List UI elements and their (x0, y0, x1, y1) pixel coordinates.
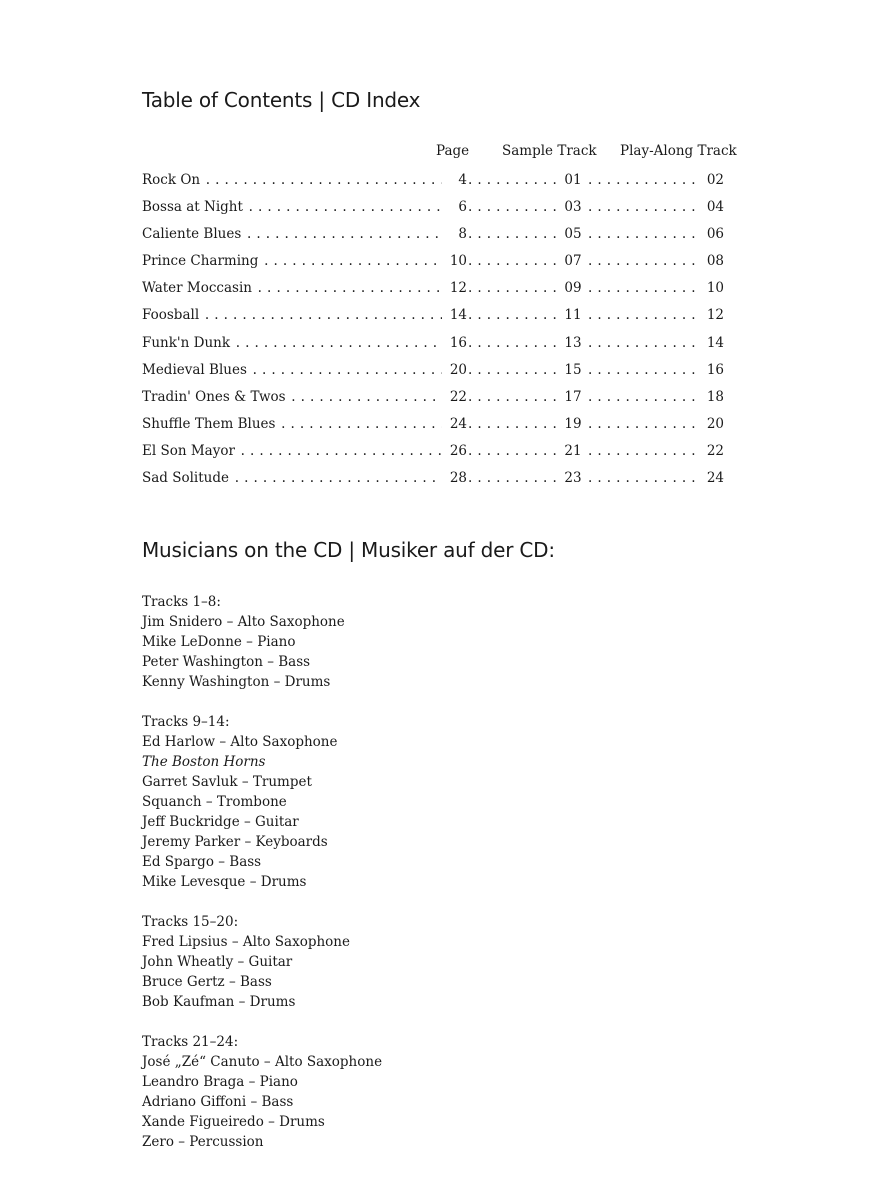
sample-track-number: 15 (562, 361, 584, 379)
musician-line: Zero – Percussion (142, 1134, 264, 1150)
sample-track-number: 23 (562, 469, 584, 487)
song-title: Foosball (142, 307, 200, 324)
toc-leader (588, 171, 698, 189)
toc-leader (588, 442, 698, 460)
play-along-track-number: 20 (702, 415, 724, 433)
sample-track-number: 11 (562, 306, 584, 324)
toc-row (142, 334, 725, 361)
toc-row (142, 306, 725, 333)
musician-line: Mike LeDonne – Piano (142, 634, 296, 650)
musician-line: Peter Washington – Bass (142, 654, 311, 670)
musician-line: John Wheatly – Guitar (142, 954, 293, 970)
toc-leader (142, 388, 442, 406)
toc-leader (142, 198, 442, 216)
toc-row (142, 171, 725, 198)
toc-leader (142, 334, 442, 352)
toc-leader (588, 252, 698, 270)
song-title: Medieval Blues (142, 361, 247, 378)
toc-leader (142, 225, 442, 243)
track-group (142, 712, 382, 892)
sample-track-number: 13 (562, 334, 584, 352)
toc-row (142, 469, 725, 496)
musician-line: Ed Spargo – Bass (142, 854, 262, 870)
toc-leader (588, 198, 698, 216)
musician-line: Jeremy Parker – Keyboards (142, 834, 328, 850)
play-along-track-number: 08 (702, 252, 724, 270)
musician-line: Jim Snidero – Alto Saxophone (142, 614, 345, 630)
toc-leader (588, 306, 698, 324)
track-group (142, 912, 382, 1012)
track-range-heading: Tracks 9–14: (142, 714, 230, 730)
sample-track-number: 03 (562, 198, 584, 216)
toc-row (142, 279, 725, 306)
song-title: Tradin' Ones & Twos (142, 388, 286, 405)
song-title: Water Moccasin (142, 280, 252, 297)
toc-row (142, 198, 725, 225)
toc-row (142, 415, 725, 442)
song-title: Funk'n Dunk (142, 334, 231, 351)
musician-line: José „Zé“ Canuto – Alto Saxophone (142, 1054, 383, 1070)
play-along-track-number: 16 (702, 361, 724, 379)
toc-row (142, 252, 725, 279)
song-title: Prince Charming (142, 253, 259, 270)
toc-leader (142, 361, 442, 379)
toc-title: Table of Contents | CD Index (142, 88, 421, 112)
toc-leader (588, 415, 698, 433)
musician-line: Xande Figueiredo – Drums (142, 1114, 325, 1130)
toc-leader (588, 469, 698, 487)
page-number: 22 (442, 388, 467, 406)
sample-track-number: 07 (562, 252, 584, 270)
page-number: 14 (442, 306, 467, 324)
sample-track-number: 01 (562, 171, 584, 189)
toc-leader (588, 279, 698, 297)
sample-track-number: 05 (562, 225, 584, 243)
track-group (142, 1032, 382, 1152)
toc-leader (142, 252, 442, 270)
musicians-title: Musicians on the CD | Musiker auf der CD: (142, 538, 555, 562)
play-along-track-number: 22 (702, 442, 724, 460)
toc-leader (588, 334, 698, 352)
toc-leader (588, 388, 698, 406)
toc-leader (142, 469, 442, 487)
toc-leader (142, 415, 442, 433)
musician-line: Garret Savluk – Trumpet (142, 774, 312, 790)
song-title: Caliente Blues (142, 226, 242, 243)
musician-line: Adriano Giffoni – Bass (142, 1094, 294, 1110)
page-number: 28 (442, 469, 467, 487)
page-number: 12 (442, 279, 467, 297)
sample-track-number: 21 (562, 442, 584, 460)
sample-track-number: 09 (562, 279, 584, 297)
page-number: 10 (442, 252, 467, 270)
play-along-track-number: 24 (702, 469, 724, 487)
toc-leader (588, 361, 698, 379)
musician-line: Bruce Gertz – Bass (142, 974, 272, 990)
musician-line: Leandro Braga – Piano (142, 1074, 298, 1090)
column-header-play-along-track: Play-Along Track (620, 143, 737, 159)
toc-row (142, 225, 725, 252)
toc-row (142, 361, 725, 388)
sample-track-number: 19 (562, 415, 584, 433)
musician-line: Squanch – Trombone (142, 794, 287, 810)
toc-row (142, 442, 725, 469)
track-range-heading: Tracks 21–24: (142, 1034, 239, 1050)
musicians-list (142, 592, 382, 1172)
play-along-track-number: 06 (702, 225, 724, 243)
musician-line: Ed Harlow – Alto Saxophone (142, 734, 338, 750)
column-header-sample-track: Sample Track (502, 143, 597, 159)
song-title: Sad Solitude (142, 470, 229, 487)
musician-line: Jeff Buckridge – Guitar (142, 814, 299, 830)
track-range-heading: Tracks 1–8: (142, 594, 221, 610)
page-number: 6 (442, 198, 467, 216)
toc-leader (142, 171, 442, 189)
page-number: 16 (442, 334, 467, 352)
play-along-track-number: 02 (702, 171, 724, 189)
track-group (142, 592, 382, 692)
play-along-track-number: 18 (702, 388, 724, 406)
page-number: 8 (442, 225, 467, 243)
play-along-track-number: 04 (702, 198, 724, 216)
toc-leader (142, 442, 442, 460)
toc-list (142, 171, 725, 496)
play-along-track-number: 10 (702, 279, 724, 297)
play-along-track-number: 12 (702, 306, 724, 324)
musician-line: Kenny Washington – Drums (142, 674, 331, 690)
toc-row (142, 388, 725, 415)
song-title: El Son Mayor (142, 442, 235, 459)
song-title: Bossa at Night (142, 199, 243, 216)
play-along-track-number: 14 (702, 334, 724, 352)
page-number: 26 (442, 442, 467, 460)
musician-line: The Boston Horns (142, 754, 266, 770)
toc-leader (142, 306, 442, 324)
page-number: 24 (442, 415, 467, 433)
musician-line: Fred Lipsius – Alto Saxophone (142, 934, 350, 950)
page-number: 20 (442, 361, 467, 379)
song-title: Shuffle Them Blues (142, 415, 276, 432)
musician-line: Bob Kaufman – Drums (142, 994, 296, 1010)
column-header-page: Page (436, 143, 470, 159)
song-title: Rock On (142, 172, 201, 188)
track-range-heading: Tracks 15–20: (142, 914, 239, 930)
toc-leader (588, 225, 698, 243)
page-number: 4 (442, 171, 467, 189)
sample-track-number: 17 (562, 388, 584, 406)
toc-leader (142, 279, 442, 297)
musician-line: Mike Levesque – Drums (142, 874, 307, 890)
